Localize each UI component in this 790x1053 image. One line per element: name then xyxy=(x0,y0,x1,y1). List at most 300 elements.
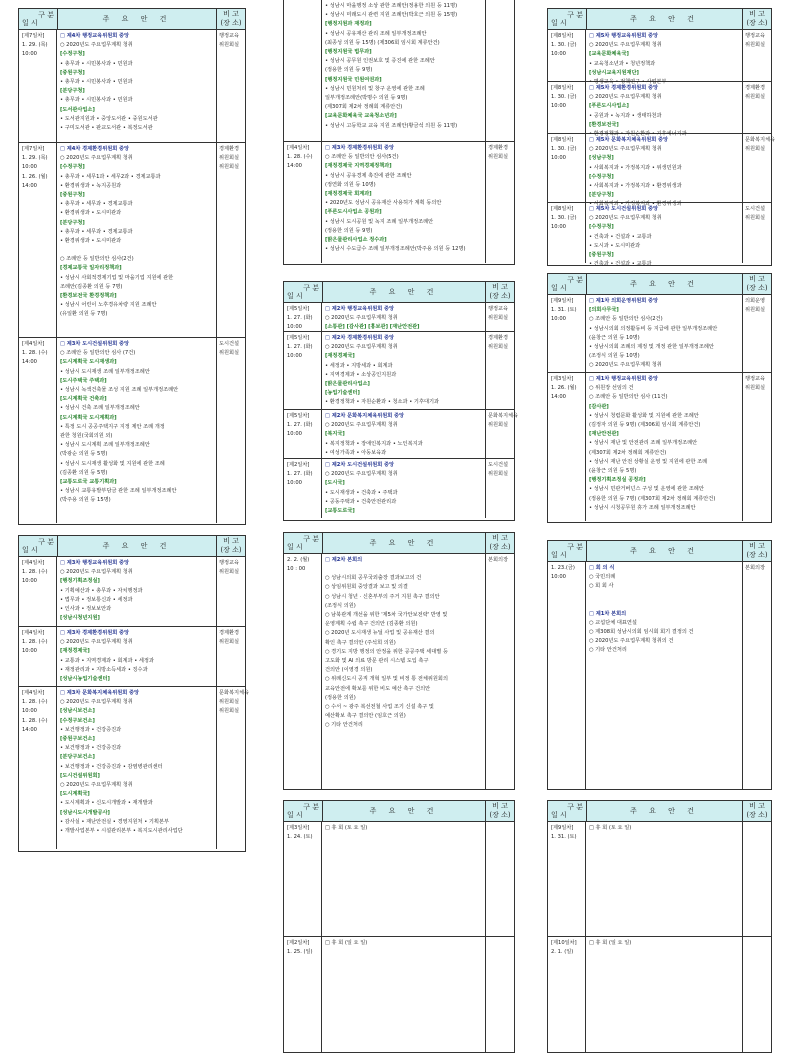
schedule-rows xyxy=(548,562,771,789)
table-header xyxy=(19,9,245,30)
remark-line: 문화복지체육 xyxy=(488,413,519,419)
header-bigo: 비 고 xyxy=(749,275,765,283)
agenda-line: • 공원과 • 녹지과 • 생태하천과 xyxy=(589,112,662,119)
agenda-line: (김정자 의원 등 9명) (제306회 임시회 계류안건) xyxy=(589,422,701,429)
agenda-line: ○ 위례신도시 공직 개혁 일부 및 비정 통 전체위원회의 xyxy=(325,676,448,683)
table-row xyxy=(19,338,245,523)
agenda-line: • 지역경제과 • 소상공인지원과 xyxy=(325,371,397,378)
remark-cell xyxy=(486,822,514,936)
schedule-panel-center-top xyxy=(283,0,515,265)
meeting-title: □ 제5차 도시건설위원회 중앙 xyxy=(589,206,659,212)
header-title: 주 요 안 건 xyxy=(323,282,486,302)
agenda-line: • 성남시의회 조례의 제정 및 개정 관한 일부개정조례안 xyxy=(589,344,714,351)
date-line: 14:00 xyxy=(22,726,37,733)
date-line: 10:00 xyxy=(287,480,302,487)
agenda-line xyxy=(589,592,739,601)
date-cell xyxy=(284,142,322,263)
agenda-line: • 총무과 • 시민봉사과 • 민원과 xyxy=(60,60,133,67)
header-ilsi: 일 시 xyxy=(551,551,567,559)
date-line: [제2일차] xyxy=(287,462,310,468)
date-line: 1. 28. (수) xyxy=(22,639,48,646)
agenda-line: • 환경정책과 • 자원순환과 • 기후에너지과 xyxy=(589,131,687,138)
section-label: [재정경제국] xyxy=(325,353,355,360)
date-line: 14:00 xyxy=(22,182,37,189)
agenda-line: • 성남시 민원처리 및 창구 운영에 관한 조례 xyxy=(325,85,425,92)
agenda-line: • 총무과 • 시민봉사과 • 민원과 xyxy=(60,79,133,86)
remark-cell xyxy=(743,203,771,263)
remark-cell xyxy=(743,373,771,521)
header-ilsi: 일 시 xyxy=(551,19,567,27)
date-line: 1. 29. (목) xyxy=(22,155,48,162)
agenda-line xyxy=(589,601,739,610)
agenda-line: ○ 국민의례 xyxy=(589,574,616,581)
remark-line: 위원회실 xyxy=(219,350,240,357)
date-line: 10:00 xyxy=(551,574,566,581)
remark-line: 위원회실 xyxy=(488,344,509,351)
section-label: [푸른도시사업소 공원과] xyxy=(325,209,382,216)
header-title: 주 요 안 건 xyxy=(587,274,743,294)
header-gubun: 구 분 xyxy=(567,11,583,19)
table-row xyxy=(548,562,771,789)
header-date-cell xyxy=(548,9,587,29)
meeting-title: □ 제3차 경제환경위원회 중앙 xyxy=(60,630,130,636)
agenda-line: (김종환 의원 등 5명) xyxy=(60,469,108,476)
section-label: [행정지원과 재정과] xyxy=(325,21,372,28)
section-label: [중원구청] xyxy=(60,69,85,76)
section-label: [행정기획조정실 공정과] xyxy=(589,477,646,484)
header-bigo-place: (장 소) xyxy=(489,811,511,819)
agenda-line xyxy=(325,565,482,574)
date-line: 10 : 00 xyxy=(287,566,306,573)
agenda-line: 고도화 및 AI 의료 방문 관리 시스템 도입 촉구 xyxy=(325,658,429,665)
agenda-cell xyxy=(57,627,217,686)
section-label: [환경보전국] xyxy=(589,121,619,128)
date-line: 1. 30. (금) xyxy=(551,42,577,49)
header-bigo: 비 고 xyxy=(749,802,765,810)
date-line: [제10일차] xyxy=(551,940,577,946)
section-label: [도시주택국 주택과] xyxy=(60,377,107,384)
agenda-cell xyxy=(586,30,743,86)
agenda-line: □ 휴 회 (일 요 일) xyxy=(325,940,368,946)
agenda-cell xyxy=(322,303,486,331)
date-line: [제4일차] xyxy=(22,341,45,347)
remark-cell xyxy=(486,554,514,789)
date-line: 1. 27. (화) xyxy=(287,315,313,322)
remark-cell xyxy=(486,410,519,458)
schedule-panel-center-bottom xyxy=(283,532,515,790)
agenda-line: ○ 조례안 등 일반의안 심사(2건) xyxy=(60,256,134,263)
agenda-line: ○ 기타 안건처리 xyxy=(589,647,627,654)
header-gubun: 구 분 xyxy=(303,284,319,292)
date-cell xyxy=(548,134,586,202)
agenda-line: • 공동주택과 • 건축안전관리과 xyxy=(325,498,397,505)
remark-cell xyxy=(217,557,245,626)
agenda-line: ○ 제308회 성남시의회 임시회 회기 결정의 건 xyxy=(589,629,694,636)
date-line: [제5일차] xyxy=(287,413,310,419)
agenda-line: • 성남시 미래도시 관련 지원 조례안(박호근 의원 등 15명) xyxy=(325,12,458,19)
header-bigo: 비 고 xyxy=(749,10,765,18)
agenda-line: • 재정관리과 • 지방소득세과 • 징수과 xyxy=(60,666,148,673)
agenda-line: 교육안전에 확보를 위한 비도 예산 촉구 건의안 xyxy=(325,685,431,692)
section-label: [행정지원국 민원여권과] xyxy=(325,76,382,83)
agenda-line: (제307회 제2차 정례회 계류안건) xyxy=(325,104,403,111)
schedule-rows xyxy=(284,554,514,789)
agenda-line: □ 휴 회 (일 요 일) xyxy=(589,940,632,946)
agenda-line: • 총무과 • 세무과 • 경제교통과 xyxy=(60,228,133,235)
agenda-line: • 성남시 도시재생 활성화 및 지원에 관한 조례 xyxy=(60,460,165,467)
remark-cell xyxy=(486,332,514,409)
remark-line: 행정교육 xyxy=(488,306,509,312)
date-line: [제8일차] xyxy=(551,85,574,91)
meeting-title: □ 제1차 행정교육위원회 중앙 xyxy=(589,376,659,382)
agenda-line: ○ 2020년도 주요업무계획 청취 xyxy=(60,155,133,162)
date-line: 2. 2. (월) xyxy=(287,557,310,563)
agenda-line: ○ 2020년 도시재생 뉴딜 사업 및 공유재산 결의 xyxy=(325,630,435,637)
header-ilsi: 일 시 xyxy=(287,292,303,300)
date-cell xyxy=(548,295,586,372)
agenda-line: ○ 2020년도 주요업무계획 청취 xyxy=(589,362,662,369)
date-line: 10:00 xyxy=(287,431,302,438)
date-line: 10:00 xyxy=(551,103,566,110)
agenda-line: (최종성 의원 등 15명) (제306회 임시회 계류안건) xyxy=(325,39,440,46)
agenda-line: • 성남시 시청공무원 휴가 조례 일부개정조례안 xyxy=(589,504,696,511)
agenda-line: • 건축과 • 건설과 • 교통과 xyxy=(589,261,652,268)
schedule-rows xyxy=(548,295,771,521)
section-label: [복지국] xyxy=(325,431,345,438)
date-cell xyxy=(548,30,586,81)
agenda-line: • 보건행정과 • 건강증진과 • 감염병관리센터 xyxy=(60,763,163,770)
section-label: [소통관] [감사관] [홍보관] [재난안전관] xyxy=(325,324,420,331)
header-remark-cell xyxy=(217,9,245,29)
agenda-cell xyxy=(322,459,486,518)
header-date-cell xyxy=(284,282,323,302)
schedule-panel-left-bottom xyxy=(18,535,250,852)
schedule-panel-right-bottom xyxy=(547,540,772,790)
date-line: 1. 28. (수) xyxy=(22,717,48,724)
meeting-title: □ 제3차 도시건설위원회 중앙 xyxy=(60,341,130,347)
section-label: [교육문화체육국 교육청소년과] xyxy=(325,113,397,120)
agenda-cell xyxy=(322,0,486,141)
meeting-title: □ 제4차 경제환경위원회 중앙 xyxy=(60,146,130,152)
agenda-cell xyxy=(57,338,217,523)
agenda-line: □ 휴 회 (토 요 일) xyxy=(589,825,632,831)
section-label: [분당구보건소] xyxy=(60,754,95,761)
table-row xyxy=(284,459,514,518)
table-row xyxy=(19,627,245,687)
date-cell xyxy=(284,410,322,458)
agenda-line: ○ 조례안 등 일반의안 심사(5건) xyxy=(325,154,399,161)
agenda-line: • 보건행정과 • 건강증진과 xyxy=(60,726,122,733)
date-line: [제4일차] xyxy=(287,145,310,151)
date-line: 1. 28. (수) xyxy=(22,350,48,357)
meeting-title: □ 제4차 행정교육위원회 중앙 xyxy=(60,33,130,39)
header-bigo: 비 고 xyxy=(492,534,508,542)
date-line: 1. 28. (수) xyxy=(22,699,48,706)
agenda-line: ○ 2020년도 주요업무계획 청취 xyxy=(589,42,662,49)
section-label: [수정구청] xyxy=(589,224,614,231)
header-bigo-place: (장 소) xyxy=(746,284,768,292)
agenda-line xyxy=(60,246,213,255)
agenda-line: (정연화 의원 등 10명) xyxy=(325,181,376,188)
header-bigo-place: (장 소) xyxy=(746,811,768,819)
remark-cell xyxy=(743,562,771,789)
header-date-cell xyxy=(548,274,587,294)
date-line: 1. 30. (금) xyxy=(551,94,577,101)
remark-cell xyxy=(217,143,245,337)
remark-line: 의회운영 xyxy=(745,298,766,304)
remark-line: 위원회실 xyxy=(745,385,766,392)
agenda-cell xyxy=(57,687,217,849)
agenda-cell xyxy=(322,554,486,789)
table-row xyxy=(19,30,245,143)
agenda-line: • 도서관지원과 • 중앙도서관 • 중원도서관 xyxy=(60,115,158,122)
section-label: [수정구보건소] xyxy=(60,717,95,724)
date-cell xyxy=(19,627,57,686)
section-label: [분당구청] xyxy=(589,192,614,199)
section-label: [중원구보건소] xyxy=(60,736,95,743)
remark-line: 위원회실 xyxy=(219,708,240,715)
header-bigo-place: (장 소) xyxy=(489,543,511,551)
agenda-line: • 법무과 • 정보통신과 • 세정과 xyxy=(60,596,133,603)
remark-line: 행정교육 xyxy=(745,376,766,382)
date-line: 10:00 xyxy=(551,155,566,162)
meeting-title: □ 제2차 도시건설위원회 중앙 xyxy=(325,462,395,468)
section-label: [성남시청년지원] xyxy=(60,615,100,622)
agenda-line: ○ 2020년도 주요업무계획 청취 xyxy=(325,422,398,429)
date-cell xyxy=(284,332,322,409)
section-label: [성남시보건소] xyxy=(60,708,95,715)
date-line: [제8일차] xyxy=(551,137,574,143)
date-line: [제4일차] xyxy=(22,560,45,566)
section-label: [농업기술센터] xyxy=(325,390,360,397)
remark-line: 도시건설 xyxy=(745,206,766,212)
header-ilsi: 일 시 xyxy=(551,811,567,819)
header-title: 주 요 안 건 xyxy=(323,801,486,821)
date-line: 1. 28. (수) xyxy=(287,154,313,161)
date-line: 2. 1. (일) xyxy=(551,949,574,956)
schedule-panel-right-holiday xyxy=(547,800,772,1053)
table-row xyxy=(548,82,771,138)
header-bigo-place: (장 소) xyxy=(220,546,242,554)
remark-line: 위원회실 xyxy=(745,94,766,101)
date-cell xyxy=(19,557,57,626)
section-label: [분당구청] xyxy=(60,219,85,226)
section-label: [수정구청] xyxy=(60,51,85,58)
table-row xyxy=(19,687,250,849)
agenda-line: • 특정 도시 공공주택지구 지정 제안 조례 개정 xyxy=(60,423,165,430)
header-date-cell xyxy=(548,541,587,561)
section-label: [행정기획조정실] xyxy=(60,578,100,585)
table-row xyxy=(284,937,514,1052)
agenda-line: • 총무과 • 세무1과 • 세무2과 • 경제교통과 xyxy=(60,173,161,180)
table-row xyxy=(548,937,771,1052)
agenda-line: • 개발사업본부 • 시설관리본부 • 복지도시관리사업단 xyxy=(60,828,183,835)
agenda-line: • 사회복지과 • 가정복지과 • 위생민원과 xyxy=(589,164,682,171)
remark-cell xyxy=(486,937,514,1052)
section-label: [성남시교육지원재단] xyxy=(589,69,639,76)
remark-line: 위원회실 xyxy=(219,699,240,706)
agenda-line: • 성남시 재난 안전 상황실 운영 및 지원에 관한 조례 xyxy=(589,458,708,465)
date-line: 10:00 xyxy=(287,324,302,331)
agenda-line: ○ 2020년도 주요업무계획 청취 xyxy=(60,569,133,576)
table-row xyxy=(284,554,514,789)
header-gubun: 구 분 xyxy=(38,538,54,546)
header-gubun: 구 분 xyxy=(303,535,319,543)
date-line: [제8일차] xyxy=(551,33,574,39)
header-remark-cell xyxy=(743,9,771,29)
agenda-cell xyxy=(586,203,743,268)
date-line: [제9일차] xyxy=(551,298,574,304)
date-line: 1. 27. (화) xyxy=(287,422,313,429)
agenda-line: • 환경위생과 • 녹지공원과 xyxy=(60,182,122,189)
remark-line: 도시건설 xyxy=(219,341,240,347)
section-label: [재정경제국 회계과] xyxy=(325,191,372,198)
agenda-line: • 성남시 수도급수 조례 일부개정조례안(박주용 의원 등 12명) xyxy=(325,246,466,253)
remark-line: 도시건설 xyxy=(488,462,509,468)
date-line: [제5일차] xyxy=(287,335,310,341)
agenda-line: ○ 조례안 등 일반의안 심사(2건) xyxy=(589,316,663,323)
agenda-cell xyxy=(586,937,743,1052)
header-bigo-place: (장 소) xyxy=(489,292,511,300)
agenda-line: • 기획예산과 • 총무과 • 자치행정과 xyxy=(60,587,143,594)
agenda-line: • 교육청소년과 • 청년정책과 xyxy=(589,60,656,67)
date-line: 1. 30. (금) xyxy=(551,215,577,222)
remark-line: 경제환경 xyxy=(488,145,509,151)
table-row xyxy=(284,142,514,263)
meeting-title: □ 제2차 경제환경위원회 중앙 xyxy=(325,335,395,341)
remark-cell xyxy=(743,937,771,1052)
schedule-rows xyxy=(284,0,514,263)
schedule-rows xyxy=(19,30,245,523)
agenda-line: ○ 성남시의회 공무국외출장 결과보고의 건 xyxy=(325,575,422,582)
remark-cell xyxy=(217,687,250,849)
header-gubun: 구 분 xyxy=(38,11,54,19)
section-label: [의회사무국] xyxy=(589,307,619,314)
agenda-cell xyxy=(586,562,743,789)
agenda-line: • 성남시 도시재생 조례 일부개정조례안 xyxy=(60,368,150,375)
agenda-line: • 보건행정과 • 건강증진과 xyxy=(60,745,122,752)
date-line: 10:00 xyxy=(22,51,37,58)
table-row xyxy=(284,332,514,410)
agenda-line: • 감사실 • 재난안전실 • 경영지원처 • 기획본부 xyxy=(60,818,169,825)
table-row xyxy=(284,410,519,459)
table-row xyxy=(548,30,771,86)
date-line: 10:00 xyxy=(22,708,37,715)
agenda-line: ○ 2020년도 주요업무계획 청취 xyxy=(589,215,662,222)
date-cell xyxy=(284,459,322,518)
agenda-line: • 성남시 재난 및 안전관리 조례 일부개정조례안 xyxy=(589,440,698,447)
agenda-line: (정용한 의원 등 9명) xyxy=(325,67,373,74)
date-line: [제4일차] xyxy=(22,630,45,636)
agenda-cell xyxy=(586,295,743,372)
meeting-title: □ 제1차 의회운영위원회 중앙 xyxy=(589,298,659,304)
agenda-line: • 환경정책과 • 자원순환과 • 청소과 • 기후대기과 xyxy=(325,399,439,406)
agenda-cell xyxy=(586,822,743,936)
agenda-cell xyxy=(586,134,743,208)
remark-line: 위원회실 xyxy=(219,639,240,646)
agenda-line: • 인사과 • 정보보안과 xyxy=(60,606,112,613)
table-row xyxy=(548,134,776,208)
header-ilsi: 일 시 xyxy=(551,284,567,292)
date-line: [제2일차] xyxy=(287,940,310,946)
agenda-line: • 성남시의회 의정활동비 등 지급에 관한 일부개정조례안 xyxy=(589,325,718,332)
date-cell xyxy=(284,554,322,789)
section-label: [재정경제국] xyxy=(60,648,90,655)
remark-line: 위원회실 xyxy=(219,155,240,162)
agenda-line: ○ 성남시 청년 · 신혼부부의 주거 지원 촉구 결의안 xyxy=(325,593,440,600)
table-row xyxy=(548,822,771,937)
remark-line: 위원회실 xyxy=(219,42,240,49)
header-ilsi: 일 시 xyxy=(22,546,38,554)
date-cell xyxy=(284,303,322,331)
remark-cell xyxy=(486,303,514,331)
date-cell xyxy=(284,0,322,141)
header-bigo: 비 고 xyxy=(492,283,508,291)
header-date-cell xyxy=(548,801,587,821)
section-label: [중원구청] xyxy=(589,252,614,259)
agenda-line: • 성남시 공무원 인권보호 및 증진에 관한 조례안 xyxy=(325,58,435,65)
header-date-cell xyxy=(284,801,323,821)
date-line: [제3일차] xyxy=(287,825,310,831)
schedule-rows xyxy=(284,303,519,518)
table-row xyxy=(19,557,245,627)
agenda-line: • 성남시 공유경제 촉진에 관한 조례안 xyxy=(325,172,412,179)
date-line: 14:00 xyxy=(22,359,37,366)
agenda-line: ○ 2020년도 주요업무계획 청취 xyxy=(325,315,398,322)
date-line: 10:00 xyxy=(551,224,566,231)
date-line: 10:00 xyxy=(287,353,302,360)
section-label: [성남시도시개발공사] xyxy=(60,809,110,816)
header-title: 주 요 안 건 xyxy=(587,9,743,29)
date-cell xyxy=(548,822,586,936)
remark-line: 위원회실 xyxy=(219,164,240,171)
agenda-line: 건의안 (이영경 의원) xyxy=(325,667,373,674)
schedule-panel-center-holiday xyxy=(283,800,515,1053)
remark-line: 경제환경 xyxy=(745,85,766,91)
section-label: [도시계획국 도시재생과] xyxy=(60,359,117,366)
agenda-cell xyxy=(57,557,217,626)
table-header xyxy=(548,274,771,295)
agenda-line: • 성남시 어린이 노후경유차량 지원 조례안 xyxy=(60,302,157,309)
meeting-title: □ 제5차 행정교육위원회 중앙 xyxy=(589,33,659,39)
date-cell xyxy=(19,143,57,337)
section-label: [중원구청] xyxy=(60,192,85,199)
agenda-line: ○ 2020년도 주요업무계획 청취 xyxy=(60,782,133,789)
date-line: [제4일차] xyxy=(22,690,45,696)
header-ilsi: 일 시 xyxy=(287,543,303,551)
agenda-line: ○ 교섭단체 대표연설 xyxy=(589,619,637,626)
table-header xyxy=(284,282,514,303)
date-line: 10:00 xyxy=(551,316,566,323)
remark-line: 위원회실 xyxy=(219,569,240,576)
remark-line: 행정교육 xyxy=(219,33,240,39)
section-label: [교통도로국 교통기획과] xyxy=(60,479,117,486)
agenda-line: • 도시재생과 • 건축과 • 주택과 xyxy=(325,489,398,496)
section-label: [성남시농업기술센터] xyxy=(60,676,110,683)
section-label: [푸른도시사업소] xyxy=(589,103,629,110)
header-remark-cell xyxy=(486,533,514,553)
meeting-title: □ 제3차 행정교육위원회 중앙 xyxy=(60,560,130,566)
agenda-line: ○ 조례안 등 일반의안 심사 (11건) xyxy=(589,394,668,401)
schedule-panel-right-middle xyxy=(547,273,772,523)
table-row xyxy=(19,143,245,338)
table-header xyxy=(548,9,771,30)
agenda-line: • 총무과 • 세무과 • 경제교통과 xyxy=(60,201,133,208)
agenda-cell xyxy=(57,30,217,142)
agenda-cell xyxy=(586,373,743,521)
header-date-cell xyxy=(284,533,323,553)
table-header xyxy=(548,541,771,562)
